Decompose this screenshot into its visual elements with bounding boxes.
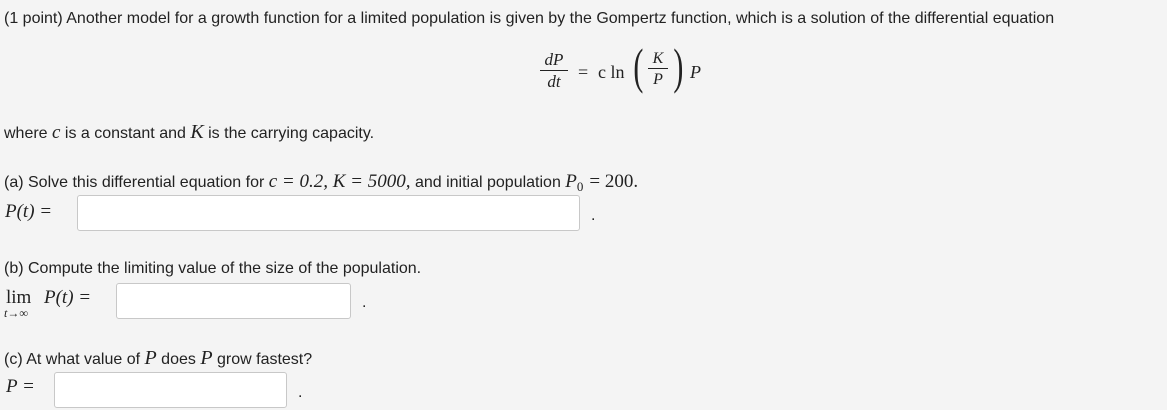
- part-b-period: .: [362, 294, 367, 311]
- part-a-lhs: P(t) =: [5, 201, 53, 222]
- part-c-prompt: (c) At what value of P does P grow fastest?: [4, 347, 313, 369]
- where-line: where c is a constant and K is the carrying capacity.: [4, 121, 375, 143]
- equation-numerator: dP: [544, 50, 564, 69]
- inner-numerator: K: [652, 50, 664, 67]
- part-a-answer-input[interactable]: [77, 195, 580, 231]
- part-c-lhs: P =: [6, 376, 35, 397]
- part-a-prompt: (a) Solve this differential equation for c = 0.2, K = 5000, and initial population $P_0 = 200$.: [4, 171, 639, 195]
- part-a-period: .: [591, 207, 596, 224]
- left-paren: (: [633, 38, 644, 94]
- limit-subscript: t→∞: [4, 306, 28, 320]
- equation-equals: =: [578, 62, 589, 82]
- problem-intro: (1 point) Another model for a growth function for a limited population is given by the Gompertz function, which is a solution of the differential equation: [4, 10, 1055, 27]
- equation-c-ln: c ln: [598, 62, 625, 82]
- equation-denominator: dt: [540, 70, 568, 93]
- equation-tail: P: [690, 62, 701, 82]
- limit-operator: lim: [6, 287, 32, 308]
- part-b-answer-input[interactable]: [116, 283, 351, 319]
- part-c-answer-input[interactable]: [54, 372, 287, 408]
- part-c-period: .: [298, 384, 303, 401]
- inner-denominator: P: [648, 68, 668, 91]
- right-paren: ): [673, 38, 684, 94]
- part-b-prompt: (b) Compute the limiting value of the size of the population.: [4, 260, 422, 277]
- part-b-lhs: P(t) =: [44, 287, 92, 308]
